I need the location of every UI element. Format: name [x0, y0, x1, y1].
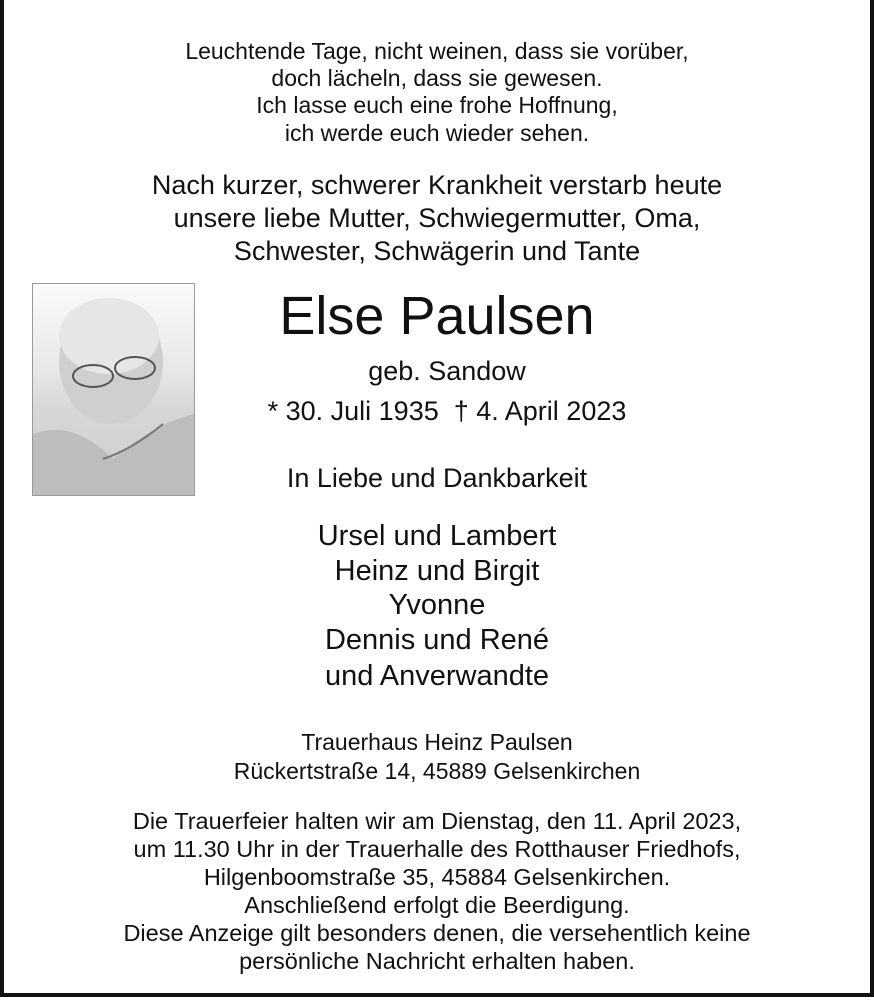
poem-line: Leuchtende Tage, nicht weinen, dass sie vorüber,	[185, 38, 689, 64]
deceased-name: Else Paulsen	[279, 286, 595, 346]
address-line: Rückertstraße 14, 45889 Gelsenkirchen	[233, 758, 641, 784]
address-line: Trauerhaus Heinz Paulsen	[301, 729, 573, 755]
intro-line: Schwester, Schwägerin und Tante	[233, 236, 641, 266]
life-dates: * 30. Juli 1935 † 4. April 2023	[267, 396, 627, 426]
intro-line: unsere liebe Mutter, Schwiegermutter, Oma,	[173, 203, 701, 233]
family-line: Ursel und Lambert	[317, 520, 557, 552]
maiden-name: geb. Sandow	[368, 356, 526, 386]
family-line: Dennis und René	[324, 624, 550, 656]
notice-line: Diese Anzeige gilt besonders denen, die versehentlich keine	[123, 920, 751, 946]
poem-line: ich werde euch wieder sehen.	[284, 120, 590, 146]
poem-line: doch lächeln, dass sie gewesen.	[271, 65, 603, 91]
notice-line: persönliche Nachricht erhalten haben.	[239, 948, 635, 974]
family-line: Yvonne	[388, 589, 486, 621]
notice-line: Hilgenboomstraße 35, 45884 Gelsenkirchen.	[203, 864, 671, 890]
closing-text: In Liebe und Dankbarkeit	[286, 463, 588, 493]
notice-line: Die Trauerfeier halten wir am Dienstag, den 11. April 2023,	[132, 808, 742, 834]
family-line: und Anverwandte	[324, 660, 550, 692]
notice-line: um 11.30 Uhr in der Trauerhalle des Rotthauser Friedhofs,	[133, 836, 741, 862]
notice-line: Anschließend erfolgt die Beerdigung.	[244, 892, 630, 918]
poem-line: Ich lasse euch eine frohe Hoffnung,	[256, 92, 618, 118]
intro-line: Nach kurzer, schwerer Krankheit verstarb heute	[151, 170, 723, 200]
family-line: Heinz und Birgit	[334, 555, 540, 587]
